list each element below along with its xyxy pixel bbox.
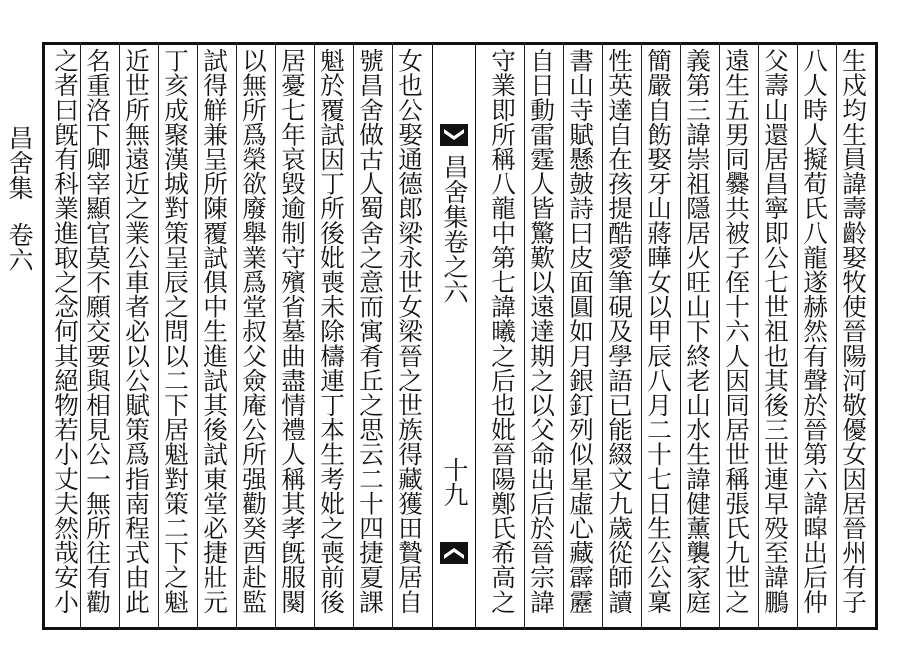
text-column-2: 八人時人擬荀氏八龍遂赫然有聲於晉第六諱暭出后仲 [800, 48, 829, 614]
text-column-17: 丁亥成聚漢城對策呈辰之問以二下居魁對策二下之魁 [161, 48, 190, 614]
page-number: 十九 [440, 457, 469, 507]
text-column-15: 以無所爲榮欲廢舉業爲堂叔父僉庵公所强勸癸酉赴監 [239, 48, 268, 614]
text-column-18: 近世所無遠近之業公車者必以公賦策爲指南程式由此 [122, 48, 151, 614]
margin-book-title: 昌舍集 [5, 125, 34, 200]
text-column-4: 遠生五男同爨共被子侄十六人因同居世稱張氏九世之 [722, 48, 751, 614]
margin-volume-label: 卷六 [5, 222, 34, 272]
text-column-16: 試得觧兼呈所陳覆試俱中生進試其後試東堂必捷壯元 [200, 48, 229, 614]
text-column-9: 自日動雷霆人皆驚歎以遠達期之以父命出后於晉宗諱 [527, 48, 556, 614]
text-column-14: 居憂七年哀毀逾制守殯省墓曲盡情禮人稱其孝旣服闋 [278, 48, 307, 614]
text-column-19: 名重洛下卿宰顯官莫不願交要與相見公一無所往有勸 [83, 48, 112, 614]
text-column-8: 書山寺賦懸皷詩曰皮面圓如月銀釘列似星虛心藏霹靂 [566, 48, 595, 614]
text-column-13: 魁於覆試因丁所後妣喪未除檮連丁本生考妣之喪前後 [317, 48, 346, 614]
text-column-6: 簡嚴自飭娶牙山蔣曄女以甲辰八月二十七日生公公稟 [644, 48, 673, 614]
center-volume-title: 昌舍集卷之六 [440, 154, 469, 304]
text-column-1: 生戍均生員諱壽齡娶牧使晉陽河敬優女因居晉州有子 [839, 48, 868, 614]
text-column-11: 女也公娶通德郎梁永世女梁晉之世族得藏獲田贄居自 [395, 48, 424, 614]
text-column-12: 號昌舍做古人蜀舍之意而寓肴丘之思云二十四捷夏課 [356, 48, 385, 614]
text-column-5: 義第三諱崇祖隱居火旺山下終老山水生諱健薰襲家庭 [683, 48, 712, 614]
center-fold-column [432, 42, 476, 630]
text-column-10: 守業即所稱八龍中第七諱曦之后也妣晉陽鄭氏希高之 [488, 48, 517, 614]
text-column-3: 父壽山還居昌寧即公七世祖也其後三世連早殁至諱鵬 [761, 48, 790, 614]
text-column-7: 性英達自在孩提酷愛筆硯及學語已能綴文九歲從師讀 [605, 48, 634, 614]
fishtail-ornament-bottom [440, 542, 468, 564]
fishtail-ornament-top [440, 124, 468, 146]
text-column-20: 之者曰旣有科業進取之念何其絕物若小丈夫然哉安小 [51, 48, 80, 614]
